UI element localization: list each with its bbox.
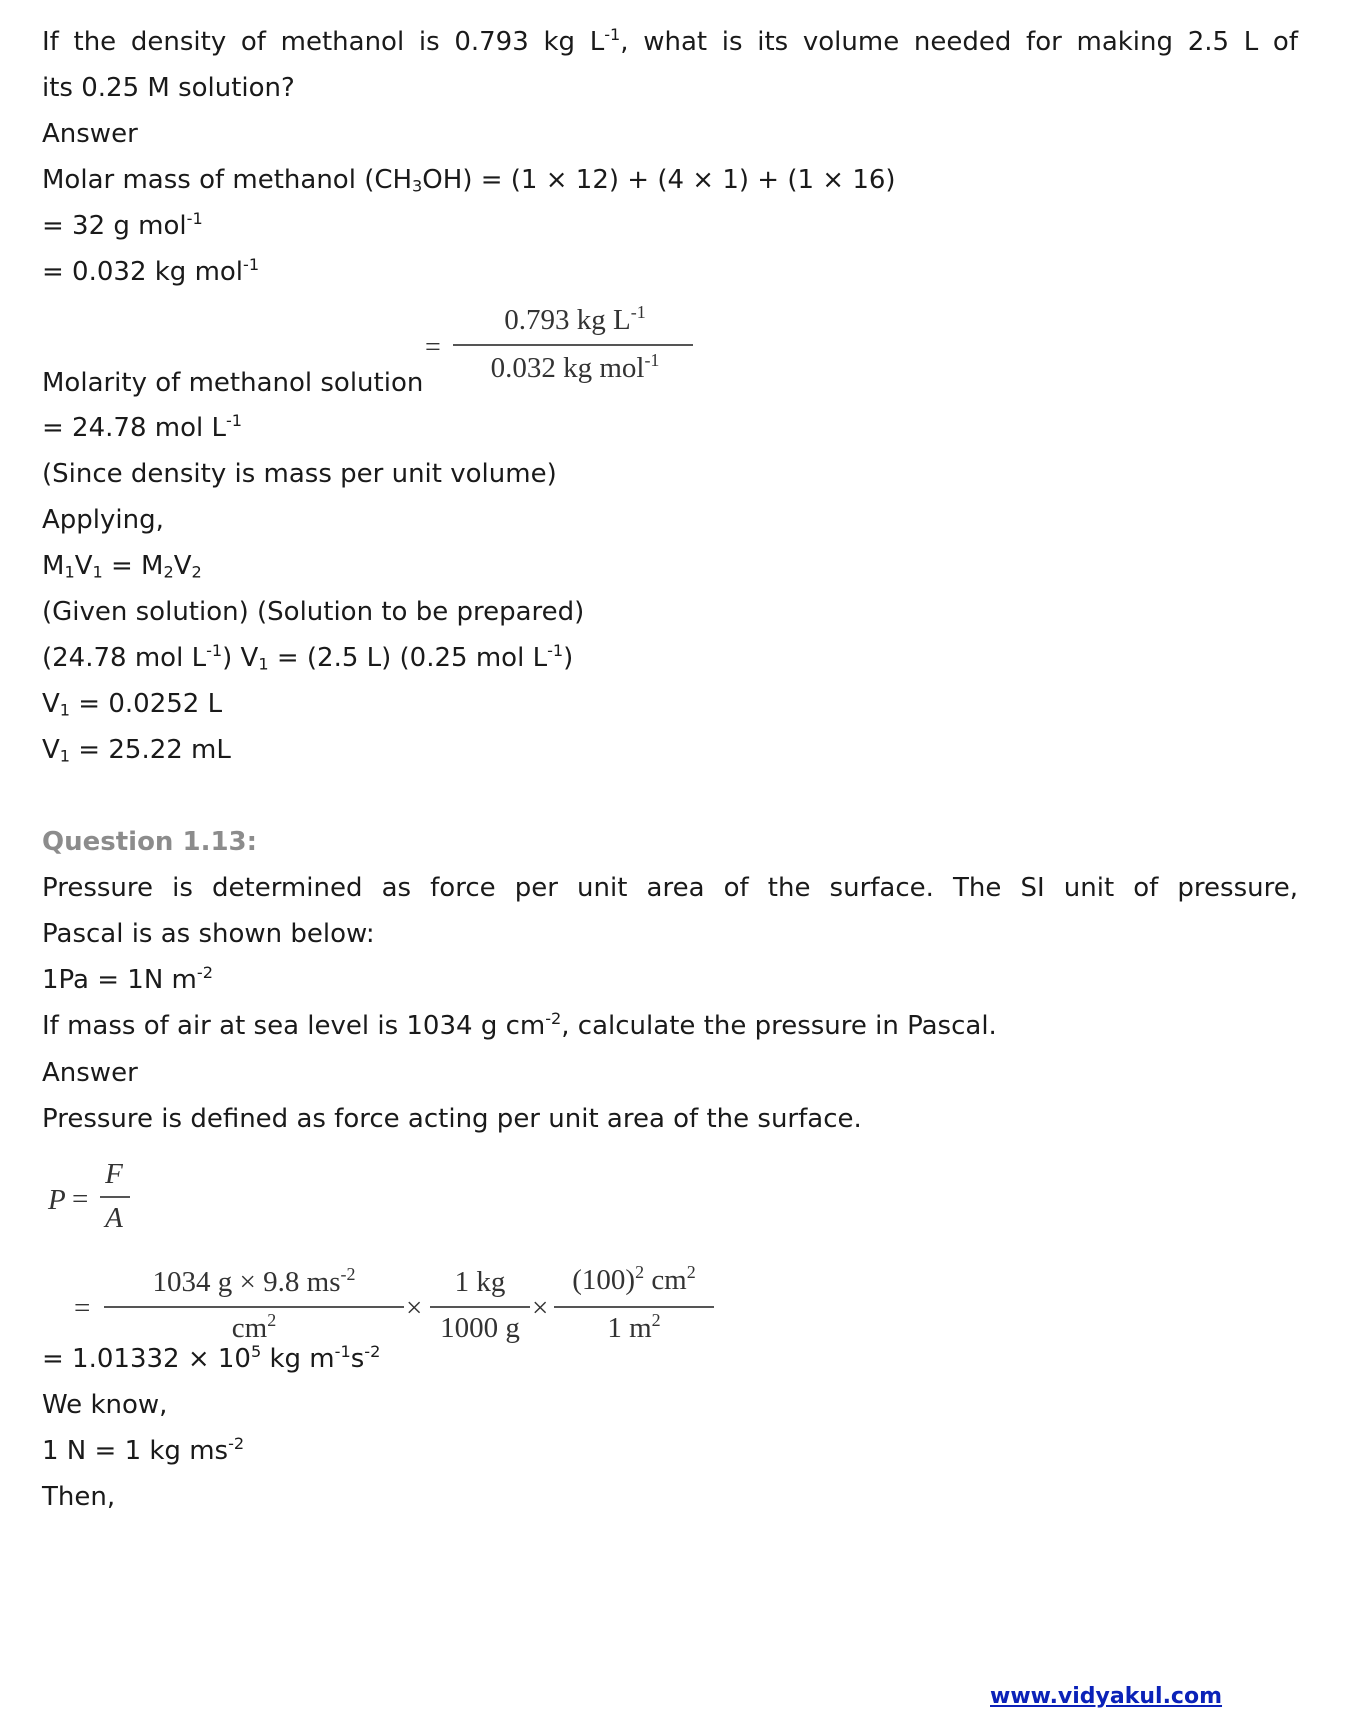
fraction-equals: = xyxy=(425,332,441,363)
answer-label-113: Answer xyxy=(42,1058,138,1088)
formula-equals: = xyxy=(72,1183,89,1215)
we-know-label: We know, xyxy=(42,1390,168,1420)
calc-fraction-3-denominator: 1 $m^2$ xyxy=(607,1309,661,1344)
fraction-bar xyxy=(453,344,693,346)
fraction-denominator: 0.032 kg mol$^{-1}$ xyxy=(490,349,660,384)
newton-definition: 1 N = 1 kg $ms^{-2}$ xyxy=(42,1434,245,1466)
then-label: Then, xyxy=(42,1482,116,1512)
question-text-line-1: If the density of methanol is 0.793 kg $L^{-1}$, what is its volume needed for making 2.5 L of xyxy=(42,25,1298,57)
calc-times-2: × xyxy=(532,1292,549,1324)
pressure-definition: Pressure is defined as force acting per unit area of the surface. xyxy=(42,1104,862,1134)
molarity-result: = 24.78 mol $L^{-1}$ xyxy=(42,411,243,443)
pressure-result: = $1.01332 \times 10^5$ kg $m^{-1}s^{-2}$ xyxy=(42,1342,381,1374)
calc-fraction-2-denominator: 1000 g xyxy=(440,1312,520,1344)
fraction-numerator: 0.793 kg $L^{-1}$ xyxy=(504,301,646,336)
calc-fraction-2-bar xyxy=(430,1306,530,1308)
substituted-equation: (24.78 mol $L^{-1}$) $V_1 = (2.5$ L) (0.25 mol $L^{-1}$) xyxy=(42,641,574,674)
density-note: (Since density is mass per unit volume) xyxy=(42,459,557,489)
calc-fraction-1-bar xyxy=(104,1306,404,1308)
formula-p: P xyxy=(48,1184,66,1216)
molar-mass-result-g: = 32 g mol$^{-1}$ xyxy=(42,209,203,241)
volume-result-ml: $V_1 = 25.22$ mL xyxy=(42,735,231,766)
question-text-line-2: its 0.25 M solution? xyxy=(42,73,295,103)
question-113-line-1: Pressure is determined as force per unit area of the surface. The SI unit of pressure, xyxy=(42,873,1298,903)
molar-mass-line: Molar mass of methanol $(CH_3OH) = (1 \times 12) + (4 \times 1) + (1 \times 16)$ xyxy=(42,165,896,196)
molarity-fraction xyxy=(425,300,695,400)
calc-fraction-3-bar xyxy=(554,1306,714,1308)
question-heading: Question 1.13: xyxy=(42,827,258,857)
answer-label: Answer xyxy=(42,119,138,149)
calc-fraction-3-numerator: $(100)^2$ $cm^2$ xyxy=(572,1261,696,1296)
calc-fraction-1-denominator: $cm^2$ xyxy=(231,1309,277,1344)
formula-f: F xyxy=(105,1158,123,1190)
molar-mass-result-kg: = 0.032 kg mol$^{-1}$ xyxy=(42,255,260,287)
calc-equals: = xyxy=(74,1292,91,1324)
solution-labels: (Given solution) (Solution to be prepared) xyxy=(42,597,585,627)
dilution-equation: $M_1V_1 = M_2V_2$ xyxy=(42,551,202,582)
formula-bar xyxy=(100,1196,130,1198)
air-mass-question: If mass of air at sea level is 1034 g $cm^{-2}$, calculate the pressure in Pascal. xyxy=(42,1009,997,1041)
footer-website-link[interactable]: www.vidyakul.com xyxy=(990,1684,1223,1709)
calc-times-1: × xyxy=(406,1292,423,1324)
calc-fraction-2-numerator: 1 kg xyxy=(454,1266,506,1298)
molarity-label: Molarity of methanol solution xyxy=(42,368,424,398)
volume-result-litre: $V_1 = 0.0252$ L xyxy=(42,689,223,720)
applying-label: Applying, xyxy=(42,505,164,535)
question-113-line-2: Pascal is as shown below: xyxy=(42,919,375,949)
calc-fraction-1-numerator: 1034 g × 9.8 $ms^{-2}$ xyxy=(152,1263,356,1298)
formula-a: A xyxy=(105,1202,123,1234)
pascal-definition: 1Pa = 1N $m^{-2}$ xyxy=(42,963,213,995)
pressure-formula xyxy=(48,1158,148,1258)
